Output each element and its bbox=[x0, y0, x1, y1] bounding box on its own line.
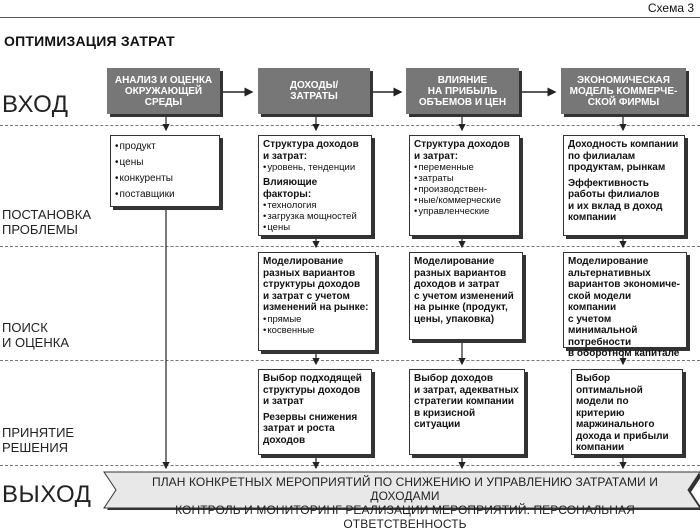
box-cost-structure bbox=[409, 135, 520, 236]
box-income-structure bbox=[258, 135, 372, 236]
box-title-line: и затрат: bbox=[263, 150, 308, 162]
header-economic-model bbox=[561, 68, 686, 114]
box-text-line: цены, упаковка) bbox=[414, 313, 495, 325]
stage-search-line: ПОИСК bbox=[2, 320, 48, 335]
stage-problem-line: ПРОБЛЕМЫ bbox=[2, 222, 78, 237]
box-title-line: и затрат: bbox=[414, 150, 459, 162]
output-banner bbox=[120, 475, 690, 531]
header-environment-analysis bbox=[107, 68, 220, 114]
box-text-line: и затрат с учетом bbox=[263, 290, 350, 302]
box-text-line: с учетом изменений bbox=[414, 290, 514, 302]
header-line: НА ПРИБЫЛЬ bbox=[427, 85, 498, 97]
box-text-line: компании bbox=[568, 212, 617, 223]
box-text-line: и их вклад в доход bbox=[568, 200, 663, 212]
list-item: • цены bbox=[115, 155, 215, 171]
box-text-line: альтернативных bbox=[568, 267, 651, 279]
box-text-line: затрат и роста bbox=[263, 423, 335, 434]
box-text-line: изменений на рынке: bbox=[263, 302, 369, 313]
list-item: • производствен- bbox=[414, 184, 515, 195]
box-text-line: и затрат, адекватных bbox=[414, 384, 519, 396]
box-text-line: ситуации bbox=[414, 419, 461, 430]
header-line: ОБЪЕМОВ И ЦЕН bbox=[418, 96, 507, 108]
list-item: • косвенные bbox=[263, 325, 371, 336]
box-text-line: Эффективность bbox=[568, 177, 649, 189]
box-modeling-structures bbox=[258, 252, 376, 351]
stage-input-label: ВХОД bbox=[2, 91, 69, 118]
box-text-line: Моделирование bbox=[568, 256, 649, 267]
header-line: ОКРУЖАЮЩЕЙ bbox=[124, 85, 203, 97]
box-modeling-alternatives bbox=[563, 252, 687, 359]
box-text-line: потребности bbox=[568, 336, 632, 348]
box-text-line: работы филиалов bbox=[568, 189, 660, 200]
box-text-line: Выбор оптимальной bbox=[576, 373, 643, 396]
box-environment-factors bbox=[110, 135, 220, 207]
box-text-line: маржинального bbox=[576, 419, 655, 430]
box-text-line: дохода и прибыли bbox=[576, 430, 669, 442]
header-line: СРЕДЫ bbox=[144, 96, 183, 108]
box-text-line: Выбор подходящей bbox=[263, 373, 362, 384]
box-text-line: структуры доходов bbox=[263, 279, 361, 290]
output-banner-line: КОНТРОЛЬ И МОНИТОРИНГ РЕАЛИЗАЦИИ МЕРОПРИЯТИЙ. ПЕРСОНАЛЬНАЯ ОТВЕТСТВЕННОСТЬ bbox=[175, 503, 635, 531]
list-item: • продукт bbox=[115, 139, 215, 155]
box-text-line: Моделирование bbox=[414, 256, 495, 267]
list-item: • загрузка мощностей bbox=[263, 211, 367, 222]
box-text-line: вариантов экономиче- bbox=[568, 279, 680, 290]
list-item: • затраты bbox=[414, 173, 515, 184]
box-choose-optimal-model bbox=[571, 369, 683, 455]
stage-decision-line: ПРИНЯТИЕ bbox=[2, 425, 75, 440]
box-text-line: и затрат bbox=[263, 396, 304, 407]
box-text-line: Доходность компании bbox=[568, 139, 679, 150]
diagram-title: ОПТИМИЗАЦИЯ ЗАТРАТ bbox=[4, 33, 175, 49]
box-title-line: Влияющие факторы: bbox=[263, 177, 318, 200]
output-banner-line: ПЛАН КОНКРЕТНЫХ МЕРОПРИЯТИЙ ПО СНИЖЕНИЮ И УПРАВЛЕНИЮ ЗАТРАТАМИ И ДОХОДАМИ bbox=[151, 475, 659, 503]
stage-decision-line: РЕШЕНИЯ bbox=[2, 440, 69, 455]
stage-search-line: И ОЦЕНКА bbox=[2, 335, 69, 350]
box-modeling-income-costs bbox=[409, 252, 523, 340]
box-text-line: разных вариантов bbox=[263, 267, 356, 279]
box-text-line: доходов и затрат bbox=[414, 279, 500, 290]
box-branch-profitability bbox=[563, 135, 685, 236]
box-text-line: ской модели компании bbox=[568, 290, 632, 313]
list-item: • переменные bbox=[414, 162, 515, 173]
box-title-line: Структура доходов bbox=[263, 139, 359, 150]
header-line: ЭКОНОМИЧЕСКАЯ bbox=[577, 74, 670, 86]
list-item: • цены bbox=[263, 222, 367, 233]
list-item: • ные/коммерческие bbox=[414, 195, 515, 206]
box-text-line: разных вариантов bbox=[414, 267, 507, 279]
header-income-costs bbox=[258, 68, 370, 114]
box-text-line: в оборотном капитале bbox=[568, 348, 680, 359]
box-text-line: доходов bbox=[263, 434, 306, 446]
box-text-line: модели по критерию bbox=[576, 396, 629, 419]
list-item: • управленческие bbox=[414, 206, 515, 217]
box-text-line: структуры доходов bbox=[263, 384, 361, 396]
scheme-label: Схема 3 bbox=[647, 1, 694, 15]
list-item: • конкуренты bbox=[115, 171, 215, 187]
box-title-line: Структура доходов bbox=[414, 139, 510, 150]
stage-output-label: ВЫХОД bbox=[2, 481, 92, 508]
box-text-line: на рынке (продукт, bbox=[414, 302, 508, 313]
header-profit-impact bbox=[406, 68, 519, 114]
list-item: • прямые bbox=[263, 314, 371, 325]
header-line: СКОЙ ФИРМЫ bbox=[587, 96, 660, 108]
header-line: АНАЛИЗ И ОЦЕНКА bbox=[114, 74, 213, 86]
header-line: ЗАТРАТЫ bbox=[290, 91, 338, 102]
box-text-line: по филиалам bbox=[568, 150, 636, 162]
box-text-line: Резервы снижения bbox=[263, 411, 358, 423]
header-line: ВЛИЯНИЕ bbox=[437, 74, 488, 86]
box-text-line: Моделирование bbox=[263, 256, 344, 267]
header-line: ДОХОДЫ/ bbox=[289, 80, 339, 91]
box-text-line: в кризисной bbox=[414, 407, 476, 419]
box-text-line: компании bbox=[576, 442, 625, 453]
list-item: • технология bbox=[263, 200, 367, 211]
stage-problem-line: ПОСТАНОВКА bbox=[2, 207, 92, 222]
box-choose-income-costs bbox=[409, 369, 525, 455]
box-text-line: Выбор доходов bbox=[414, 373, 494, 384]
box-text-line: стратегии компании bbox=[414, 396, 515, 407]
list-item: • поставщики bbox=[115, 187, 215, 203]
box-text-line: продуктам, рынкам bbox=[568, 162, 666, 173]
box-choose-structure bbox=[258, 369, 372, 455]
header-line: МОДЕЛЬ КОММЕРЧЕ- bbox=[569, 85, 678, 97]
list-item: • уровень, тенденции bbox=[263, 162, 367, 173]
box-text-line: с учетом минимальной bbox=[568, 313, 638, 336]
